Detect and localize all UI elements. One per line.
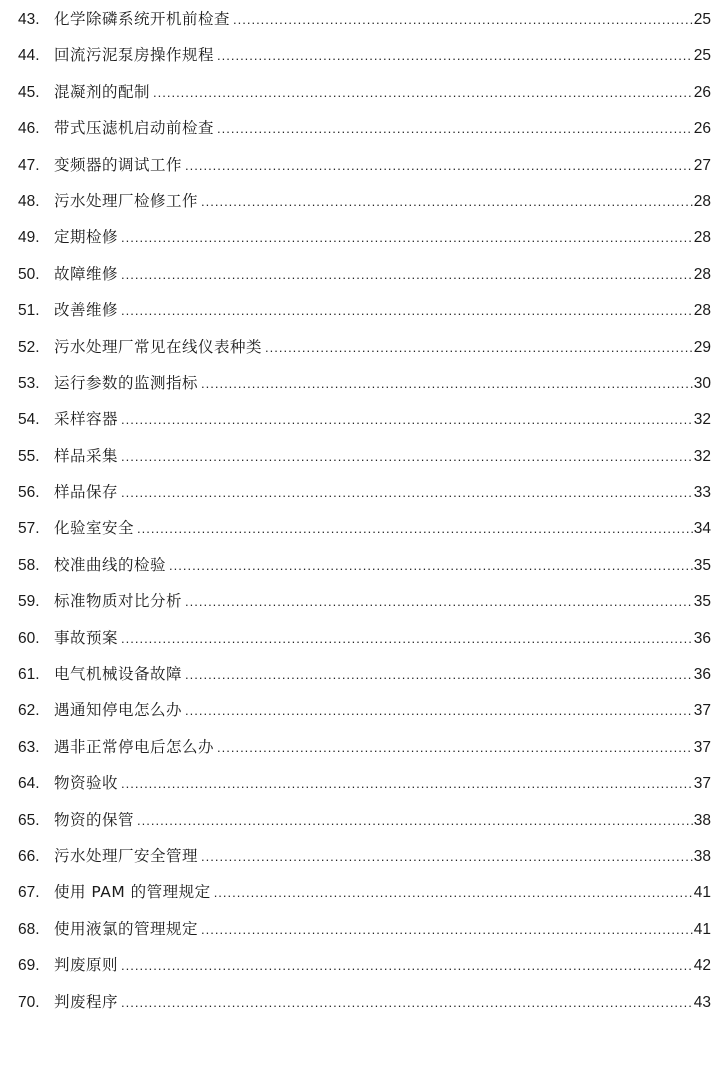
toc-entry-number: 66. [18, 847, 40, 865]
toc-entry[interactable] [18, 656, 711, 692]
toc-entry-title[interactable]: 混凝剂的配制 [54, 82, 151, 101]
toc-entry-page-number[interactable]: 36 [693, 629, 711, 647]
toc-entry-page-number[interactable]: 27 [693, 156, 711, 174]
toc-entry-page-number[interactable]: 28 [693, 229, 711, 247]
toc-entry-number: 69. [18, 957, 40, 975]
toc-entry-title[interactable]: 事故预案 [54, 628, 119, 647]
toc-entry-page-number[interactable]: 30 [693, 374, 711, 392]
toc-entry-number: 67. [18, 884, 40, 902]
toc-entry-page-number[interactable]: 42 [693, 957, 711, 975]
toc-entry[interactable] [18, 292, 711, 328]
dot-leader [121, 621, 693, 657]
toc-entry-title[interactable]: 判废原则 [54, 956, 119, 975]
toc-entry-page-number[interactable]: 28 [693, 192, 711, 210]
dot-leader [217, 38, 693, 74]
toc-entry-number: 62. [18, 702, 40, 720]
toc-entry-title[interactable]: 污水处理厂常见在线仪表种类 [54, 337, 263, 356]
dot-leader [201, 184, 693, 220]
toc-entry[interactable] [18, 802, 711, 838]
toc-entry[interactable] [18, 583, 711, 619]
toc-entry-page-number[interactable]: 33 [693, 484, 711, 502]
dot-leader [169, 548, 693, 584]
dot-leader [121, 948, 693, 984]
toc-entry-title[interactable]: 改善维修 [54, 301, 119, 320]
dot-leader [121, 293, 693, 329]
toc-entry-number: 70. [18, 993, 40, 1011]
toc-entry-number: 51. [18, 302, 40, 320]
toc-entry-title[interactable]: 判废程序 [54, 992, 119, 1011]
toc-entry[interactable] [18, 947, 711, 983]
toc-entry-title[interactable]: 样品采集 [54, 446, 119, 465]
dot-leader [233, 2, 693, 38]
toc-entry-number: 63. [18, 738, 40, 756]
toc-entry[interactable] [18, 365, 711, 401]
toc-entry-number: 59. [18, 593, 40, 611]
toc-entry[interactable] [18, 219, 711, 255]
toc-entry-page-number[interactable]: 34 [693, 520, 711, 538]
toc-entry-number: 43. [18, 11, 40, 28]
dot-leader [214, 875, 693, 911]
toc-entry-page-number[interactable]: 32 [693, 447, 711, 465]
toc-entry[interactable] [18, 729, 711, 765]
toc-entry-number: 50. [18, 265, 40, 283]
toc-entry-title[interactable]: 样品保存 [54, 483, 119, 502]
toc-entry[interactable] [18, 438, 711, 474]
toc-entry-number: 49. [18, 229, 40, 247]
dot-leader [153, 75, 693, 111]
table-of-contents [18, 1, 711, 1020]
toc-entry-number: 65. [18, 811, 40, 829]
toc-entry-page-number[interactable]: 41 [693, 920, 711, 938]
toc-entry-page-number[interactable]: 25 [693, 47, 711, 65]
toc-entry-title[interactable]: 化学除磷系统开机前检查 [54, 10, 231, 28]
toc-entry[interactable] [18, 510, 711, 546]
toc-entry[interactable] [18, 401, 711, 437]
toc-entry-title[interactable]: 标准物质对比分析 [54, 592, 183, 611]
toc-entry[interactable] [18, 74, 711, 110]
toc-entry-title[interactable]: 遇非正常停电后怎么办 [54, 737, 215, 756]
toc-entry-title[interactable]: 污水处理厂安全管理 [54, 846, 199, 865]
toc-entry-number: 54. [18, 411, 40, 429]
dot-leader [185, 584, 693, 620]
toc-entry-number: 58. [18, 556, 40, 574]
toc-entry-page-number[interactable]: 37 [693, 775, 711, 793]
toc-entry[interactable] [18, 256, 711, 292]
dot-leader [137, 511, 693, 547]
toc-entry-number: 48. [18, 192, 40, 210]
toc-entry-number: 60. [18, 629, 40, 647]
toc-entry[interactable] [18, 1, 711, 37]
dot-leader [121, 475, 693, 511]
toc-entry-page-number[interactable]: 35 [693, 556, 711, 574]
toc-entry-page-number[interactable]: 28 [693, 302, 711, 320]
toc-entry-number: 61. [18, 666, 40, 684]
toc-entry-number: 44. [18, 47, 40, 65]
toc-entry-number: 68. [18, 920, 40, 938]
dot-leader [185, 693, 693, 729]
toc-entry-title[interactable]: 带式压滤机启动前检查 [54, 119, 215, 138]
toc-entry[interactable] [18, 911, 711, 947]
toc-entry-page-number[interactable]: 37 [693, 738, 711, 756]
toc-entry-page-number[interactable]: 36 [693, 666, 711, 684]
toc-entry[interactable] [18, 183, 711, 219]
dot-leader [217, 111, 693, 147]
dot-leader [137, 803, 693, 839]
toc-entry-number: 47. [18, 156, 40, 174]
dot-leader [265, 330, 693, 366]
toc-entry-title[interactable]: 物资的保管 [54, 810, 135, 829]
toc-entry[interactable] [18, 110, 711, 146]
dot-leader [201, 912, 693, 948]
dot-leader [217, 730, 693, 766]
toc-entry[interactable] [18, 147, 711, 183]
toc-entry[interactable] [18, 874, 711, 910]
toc-entry-number: 52. [18, 338, 40, 356]
toc-entry-title[interactable]: 运行参数的监测指标 [54, 373, 199, 392]
toc-entry-number: 46. [18, 120, 40, 138]
toc-entry-page-number[interactable]: 41 [693, 884, 711, 902]
toc-entry[interactable] [18, 765, 711, 801]
dot-leader [121, 985, 693, 1021]
dot-leader [121, 257, 693, 293]
toc-entry-page-number[interactable]: 26 [693, 83, 711, 101]
toc-entry-page-number[interactable]: 29 [693, 338, 711, 356]
toc-entry-page-number[interactable]: 43 [693, 993, 711, 1011]
toc-entry-title[interactable]: 校准曲线的检验 [54, 555, 167, 574]
toc-entry-page-number[interactable]: 38 [693, 847, 711, 865]
dot-leader [121, 766, 693, 802]
dot-leader [201, 366, 693, 402]
toc-entry-title[interactable]: 变频器的调试工作 [54, 155, 183, 174]
toc-entry-page-number[interactable]: 35 [693, 593, 711, 611]
toc-entry-page-number[interactable]: 28 [693, 265, 711, 283]
toc-entry[interactable] [18, 620, 711, 656]
toc-entry-page-number[interactable]: 37 [693, 702, 711, 720]
toc-entry-title[interactable]: 定期检修 [54, 228, 119, 247]
toc-entry-title[interactable]: 污水处理厂检修工作 [54, 191, 199, 210]
toc-entry[interactable] [18, 838, 711, 874]
dot-leader [121, 439, 693, 475]
toc-entry[interactable] [18, 547, 711, 583]
toc-entry[interactable] [18, 329, 711, 365]
toc-entry[interactable] [18, 474, 711, 510]
toc-entry-title[interactable]: 回流污泥泵房操作规程 [54, 46, 215, 65]
toc-entry-number: 45. [18, 83, 40, 101]
toc-entry-page-number[interactable]: 32 [693, 411, 711, 429]
toc-entry-title[interactable]: 化验室安全 [54, 519, 135, 538]
toc-entry-number: 64. [18, 775, 40, 793]
toc-entry-page-number[interactable]: 38 [693, 811, 711, 829]
toc-entry[interactable] [18, 692, 711, 728]
toc-entry-number: 55. [18, 447, 40, 465]
toc-entry-number: 56. [18, 484, 40, 502]
toc-entry-title[interactable]: 采样容器 [54, 410, 119, 429]
toc-entry[interactable] [18, 984, 711, 1020]
toc-entry-title[interactable]: 故障维修 [54, 264, 119, 283]
dot-leader [121, 402, 693, 438]
toc-entry[interactable] [18, 37, 711, 73]
dot-leader [121, 220, 693, 256]
toc-entry-number: 57. [18, 520, 40, 538]
dot-leader [185, 657, 693, 693]
toc-entry-page-number[interactable]: 25 [693, 11, 711, 28]
toc-entry-title[interactable]: 物资验收 [54, 774, 119, 793]
toc-entry-title[interactable]: 电气机械设备故障 [54, 665, 183, 684]
toc-entry-title[interactable]: 使用液氯的管理规定 [54, 919, 199, 938]
dot-leader [185, 148, 693, 184]
toc-entry-title[interactable]: 遇通知停电怎么办 [54, 701, 183, 720]
toc-entry-title[interactable]: 使用 PAM 的管理规定 [54, 883, 211, 902]
dot-leader [201, 839, 693, 875]
toc-entry-page-number[interactable]: 26 [693, 120, 711, 138]
toc-entry-number: 53. [18, 374, 40, 392]
